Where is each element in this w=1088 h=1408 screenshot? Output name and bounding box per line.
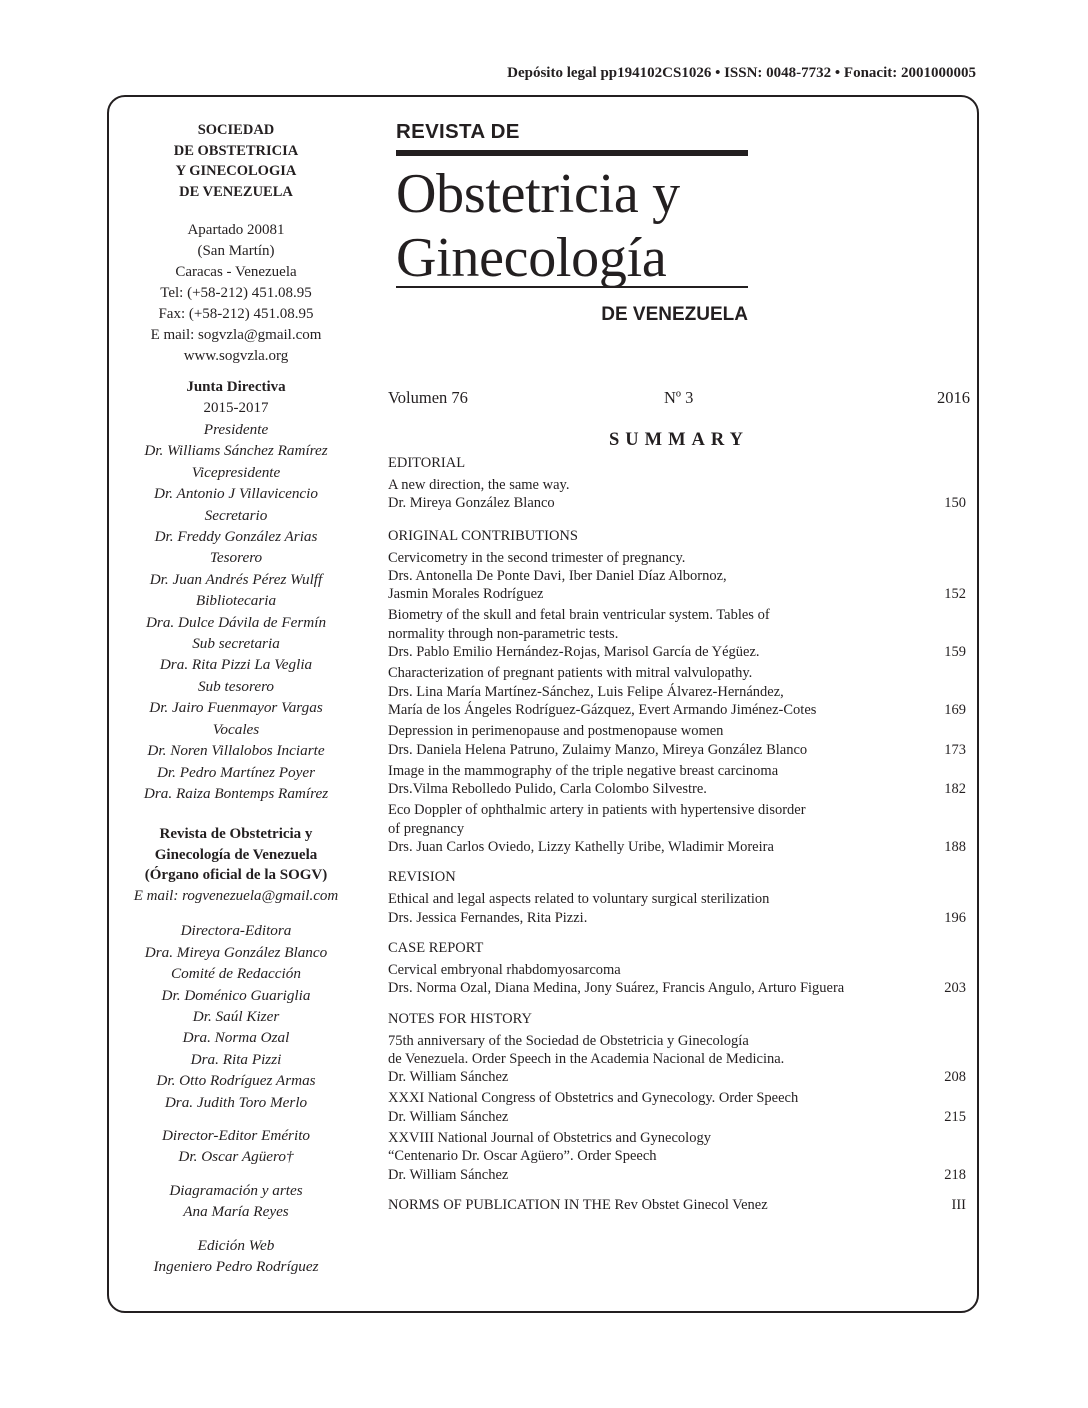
revista-email: E mail: rogvenezuela@gmail.com: [133, 887, 339, 904]
board-line: Ana María Reyes: [183, 1203, 289, 1221]
issue-year: 2016: [937, 388, 970, 407]
toc-page-number: 203: [944, 980, 966, 997]
toc-entry-line: de Venezuela. Order Speech in the Academia Nacional de Medicina.: [388, 1050, 785, 1067]
board-gap: [118, 1113, 354, 1125]
toc-entry-line: Drs. Jessica Fernandes, Rita Pizzi.: [388, 909, 588, 926]
toc-entry-line: Drs. Norma Ozal, Diana Medina, Jony Suárez, Francis Angulo, Arturo Figuera: [388, 980, 845, 997]
table-of-contents: [388, 454, 966, 1226]
toc-entry: [388, 549, 966, 604]
junta-member-line: Dr. Noren Villalobos Inciarte: [147, 742, 325, 760]
junta-member-line: Dra. Dulce Dávila de Fermín: [145, 613, 327, 631]
society-contact: [118, 220, 354, 367]
board-line: Comité de Redacción: [171, 965, 301, 983]
toc-entry: [388, 890, 966, 927]
toc-entry-line: Dr. William Sánchez: [388, 1166, 509, 1183]
toc-page-number: 169: [944, 701, 966, 718]
board-gap: [118, 1223, 354, 1235]
junta-member-line: Dr. Pedro Martínez Poyer: [156, 763, 316, 781]
contact-line: www.sogvzla.org: [183, 348, 289, 364]
toc-page-number: 182: [944, 781, 966, 798]
toc-entry-line: Dr. William Sánchez: [388, 1108, 509, 1125]
toc-entry: [388, 762, 966, 799]
toc-entry-line: XXXI National Congress of Obstetrics and Gynecology. Order Speech: [388, 1090, 799, 1107]
issue-volume: Volumen 76: [388, 388, 468, 407]
society-name-line: Y GINECOLOGIA: [175, 163, 297, 179]
legal-deposit-line: Depósito legal pp194102CS1026 • ISSN: 0048-7732 • Fonacit: 2001000005: [507, 65, 976, 81]
toc-section-title: ORIGINAL CONTRIBUTIONS: [388, 527, 578, 544]
revista-line: (Órgano oficial de la SOGV): [144, 867, 328, 884]
toc-section: [388, 939, 966, 998]
toc-page-number: 188: [944, 839, 966, 856]
masthead-bottom: DE VENEZUELA: [601, 304, 748, 325]
junta-member-line: Dr. Antonio J Villavicencio: [154, 485, 318, 503]
junta-member-line: Dra. Raiza Bontemps Ramírez: [143, 784, 329, 802]
junta-member-line: Sub tesorero: [197, 677, 275, 695]
masthead-rule-top: [396, 150, 748, 156]
toc-section: [388, 1196, 966, 1214]
toc-entry: [388, 722, 966, 759]
toc-entry-line: Drs. Lina María Martínez-Sánchez, Luis Felipe Álvarez-Hernández,: [388, 683, 784, 700]
toc-page-number: 208: [944, 1069, 966, 1086]
toc-entry-line: Ethical and legal aspects related to voluntary surgical sterilization: [388, 891, 770, 908]
toc-entry-line: XXVIII National Journal of Obstetrics and Gynecology: [388, 1130, 711, 1147]
revista-line: Revista de Obstetricia y: [159, 826, 313, 843]
contact-line: Tel: (+58-212) 451.08.95: [160, 285, 312, 301]
junta-members: [118, 419, 354, 804]
toc-entry: [388, 664, 966, 719]
toc-entry: [388, 1089, 966, 1126]
summary-heading: SUMMARY: [608, 430, 749, 450]
junta-member-line: Presidente: [203, 421, 269, 438]
toc-entry-line: Cervicometry in the second trimester of pregnancy.: [388, 549, 686, 566]
junta-years: 2015-2017: [203, 400, 269, 416]
junta-member-line: Vicepresidente: [191, 463, 281, 481]
toc-entry-line: Drs.Vilma Rebolledo Pulido, Carla Colombo Silvestre.: [388, 781, 707, 798]
toc-page-number: 173: [944, 741, 966, 758]
toc-entry-line: Jasmin Morales Rodríguez: [388, 586, 544, 603]
toc-entry-line: “Centenario Dr. Oscar Agüero”. Order Speech: [388, 1148, 657, 1165]
toc-entry-line: Eco Doppler of ophthalmic artery in patients with hypertensive disorder: [388, 802, 806, 819]
junta-member-line: Dr. Jairo Fuenmayor Vargas: [149, 699, 323, 717]
toc-section: [388, 868, 966, 927]
masthead: [396, 118, 748, 326]
toc-entry-line: Drs. Pablo Emilio Hernández-Rojas, Marisol García de Yégüez.: [388, 644, 760, 661]
contact-line: (San Martín): [197, 243, 275, 259]
board-line: Dra. Norma Ozal: [182, 1029, 290, 1047]
toc-entry: [388, 606, 966, 661]
toc-entry-line: Drs. Juan Carlos Oviedo, Lizzy Kathelly Uribe, Wladimir Moreira: [388, 839, 774, 856]
board-line: Dr. Otto Rodríguez Armas: [156, 1072, 316, 1090]
toc-section-title: REVISION: [388, 869, 456, 886]
toc-page-number: 159: [944, 644, 966, 661]
masthead-title-line2: Ginecología: [396, 227, 667, 289]
toc-entry: [388, 1032, 966, 1087]
society-name: [118, 120, 354, 202]
board-line: Dr. Saúl Kizer: [192, 1007, 280, 1025]
contact-line: Apartado 20081: [187, 222, 285, 238]
toc-entry-line: normality through non-parametric tests.: [388, 625, 619, 642]
toc-section: [388, 454, 966, 513]
board-line: Dra. Judith Toro Merlo: [164, 1093, 308, 1111]
contact-line: Caracas - Venezuela: [175, 264, 297, 280]
junta-member-line: Tesorero: [209, 549, 263, 567]
junta-member-line: Vocales: [212, 720, 260, 738]
toc-entry-line: 75th anniversary of the Sociedad de Obstetricia y Ginecología: [388, 1032, 749, 1049]
toc-section-title: EDITORIAL: [388, 455, 466, 471]
toc-entry-line: Image in the mammography of the triple negative breast carcinoma: [388, 762, 779, 779]
toc-entry-line: Drs. Antonella De Ponte Davi, Iber Daniel Díaz Albornoz,: [388, 567, 727, 584]
toc-entry: [388, 1129, 966, 1184]
toc-entry: [388, 1196, 966, 1214]
toc-page-number: 196: [944, 909, 966, 926]
contact-line: Fax: (+58-212) 451.08.95: [158, 306, 314, 322]
board-line: Dr. Doménico Guariglia: [161, 986, 311, 1004]
toc-entry: [388, 961, 966, 998]
board-line: Directora-Editora: [180, 922, 292, 940]
society-name-line: DE VENEZUELA: [179, 183, 293, 200]
junta-member-line: Dr. Williams Sánchez Ramírez: [144, 442, 328, 460]
board-line: Ingeniero Pedro Rodríguez: [153, 1258, 319, 1275]
society-name-line: DE OBSTETRICIA: [173, 142, 299, 159]
toc-section-title: NOTES FOR HISTORY: [388, 1010, 532, 1027]
toc-entry: [388, 476, 966, 513]
board-gap: [118, 1168, 354, 1180]
toc-page-number: 150: [944, 495, 966, 512]
board-line: Edición Web: [197, 1236, 275, 1254]
board-line: Diagramación y artes: [169, 1181, 303, 1199]
issue-number: Nº 3: [664, 388, 694, 407]
masthead-title-line1: Obstetricia y: [396, 163, 680, 225]
toc-section-title: CASE REPORT: [388, 939, 484, 956]
junta-member-line: Secretario: [204, 506, 268, 524]
board-line: Dr. Oscar Agüero†: [178, 1148, 294, 1166]
junta-member-line: Dr. Juan Andrés Pérez Wulff: [149, 570, 323, 588]
junta-title: Junta Directiva: [186, 379, 286, 395]
board-line: Director-Editor Emérito: [161, 1126, 311, 1144]
toc-page-number: 152: [944, 586, 966, 603]
toc-page-number: III: [951, 1196, 966, 1213]
junta-member-line: Bibliotecaria: [195, 592, 277, 610]
toc-page-number: 218: [944, 1166, 966, 1183]
toc-entry-line: A new direction, the same way.: [388, 477, 570, 493]
junta-member-line: Sub secretaria: [192, 635, 280, 653]
contact-line: E mail: sogvzla@gmail.com: [150, 327, 322, 343]
toc-section: [388, 1010, 966, 1184]
toc-entry-line: of pregnancy: [388, 820, 465, 837]
toc-entry-line: Characterization of pregnant patients with mitral valvulopathy.: [388, 665, 753, 682]
board-line: Dra. Rita Pizzi: [190, 1050, 282, 1068]
society-name-line: SOCIEDAD: [197, 122, 275, 138]
toc-entry-line: Depression in perimenopause and postmenopause women: [388, 723, 724, 740]
revista-organ: [118, 824, 354, 886]
junta-member-line: Dr. Freddy González Arias: [154, 528, 318, 546]
toc-entry-line: Dr. Mireya González Blanco: [388, 495, 555, 512]
revista-line: Ginecología de Venezuela: [154, 846, 318, 863]
masthead-top: REVISTA DE: [396, 120, 520, 143]
toc-page-number: 215: [944, 1108, 966, 1125]
board-line: Dra. Mireya González Blanco: [144, 943, 328, 961]
toc-entry: [388, 801, 966, 856]
toc-entry-line: Cervical embryonal rhabdomyosarcoma: [388, 961, 621, 978]
editorial-board: [118, 920, 354, 1277]
toc-entry-line: María de los Ángeles Rodríguez-Gázquez, Evert Armando Jiménez-Cotes: [388, 701, 817, 718]
left-column: [118, 120, 354, 1277]
issue-info: [388, 388, 970, 410]
toc-entry-line: Dr. William Sánchez: [388, 1069, 509, 1086]
toc-entry-line: Drs. Daniela Helena Patruno, Zulaimy Manzo, Mireya González Blanco: [388, 741, 808, 758]
toc-entry-line: Biometry of the skull and fetal brain ventricular system. Tables of: [388, 607, 770, 624]
toc-section-title: NORMS OF PUBLICATION IN THE Rev Obstet Ginecol Venez: [388, 1196, 768, 1213]
toc-section: [388, 527, 966, 857]
junta-member-line: Dra. Rita Pizzi La Veglia: [159, 656, 313, 674]
